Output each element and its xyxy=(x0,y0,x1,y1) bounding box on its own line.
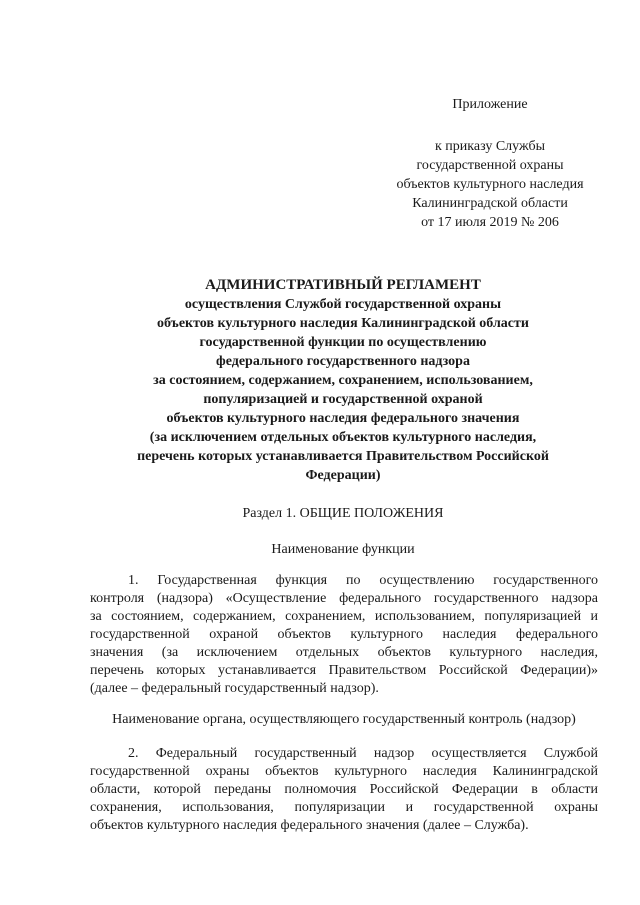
sub-heading-function-name: Наименование функции xyxy=(271,542,415,557)
document-title xyxy=(90,276,596,485)
title-line: за состоянием, содержанием, сохранением, использованием, xyxy=(153,373,533,388)
title-line: государственной функции по осуществлению xyxy=(199,335,487,350)
appendix-label: Приложение xyxy=(452,97,528,112)
section-heading: Раздел 1. ОБЩИЕ ПОЛОЖЕНИЯ xyxy=(242,506,444,521)
sub-heading-authority-name: Наименование органа, осуществляющего государственный контроль (надзор) xyxy=(112,712,576,727)
appendix-ref-line: государственной охраны xyxy=(416,158,564,173)
paragraph-line: области, которой переданы полномочия Российской Федерации в области xyxy=(90,782,598,797)
paragraph-line: значения (за исключением отдельных объектов культурного наследия, xyxy=(90,645,598,660)
appendix-ref-line: от 17 июля 2019 № 206 xyxy=(421,215,559,230)
title-line: популяризацией и государственной охраной xyxy=(203,392,483,407)
paragraph-line: 2. Федеральный государственный надзор осуществляется Службой xyxy=(128,746,598,761)
title-line: (за исключением отдельных объектов культурного наследия, xyxy=(149,430,537,445)
title-main: АДМИНИСТРАТИВНЫЙ РЕГЛАМЕНТ xyxy=(205,277,481,293)
appendix-ref-line: к приказу Службы xyxy=(435,139,545,154)
appendix-reference xyxy=(360,137,620,232)
paragraph-line: сохранения, использования, популяризации и государственной охраны xyxy=(90,800,598,815)
paragraph-line: государственной охраны объектов культурного наследия Калининградской xyxy=(90,764,598,779)
title-line: объектов культурного наследия Калининградской области xyxy=(157,316,529,331)
paragraph-line: контроля (надзора) «Осуществление федерального государственного надзора xyxy=(90,591,598,606)
paragraph-line: объектов культурного наследия федерального значения (далее – Служба). xyxy=(90,818,529,833)
paragraph-1 xyxy=(90,572,598,698)
title-line: объектов культурного наследия федерального значения xyxy=(166,411,520,426)
appendix-ref-line: объектов культурного наследия xyxy=(396,177,584,192)
paragraph-line: перечень которых устанавливается Правительством Российской Федерации)» xyxy=(90,663,598,678)
paragraph-line: государственной охраной объектов культурного наследия федерального xyxy=(90,627,598,642)
paragraph-2 xyxy=(90,745,598,835)
paragraph-line: (далее – федеральный государственный надзор). xyxy=(90,681,379,696)
title-line: Федерации) xyxy=(305,468,381,483)
paragraph-line: 1. Государственная функция по осуществлению государственного xyxy=(128,573,598,588)
appendix-ref-line: Калининградской области xyxy=(412,196,568,211)
title-line: перечень которых устанавливается Правительством Российской xyxy=(137,449,549,464)
title-line: федерального государственного надзора xyxy=(216,354,470,369)
title-line: осуществления Службой государственной охраны xyxy=(184,297,502,312)
paragraph-line: за состоянием, содержанием, сохранением, использованием, популяризацией и xyxy=(90,609,598,624)
